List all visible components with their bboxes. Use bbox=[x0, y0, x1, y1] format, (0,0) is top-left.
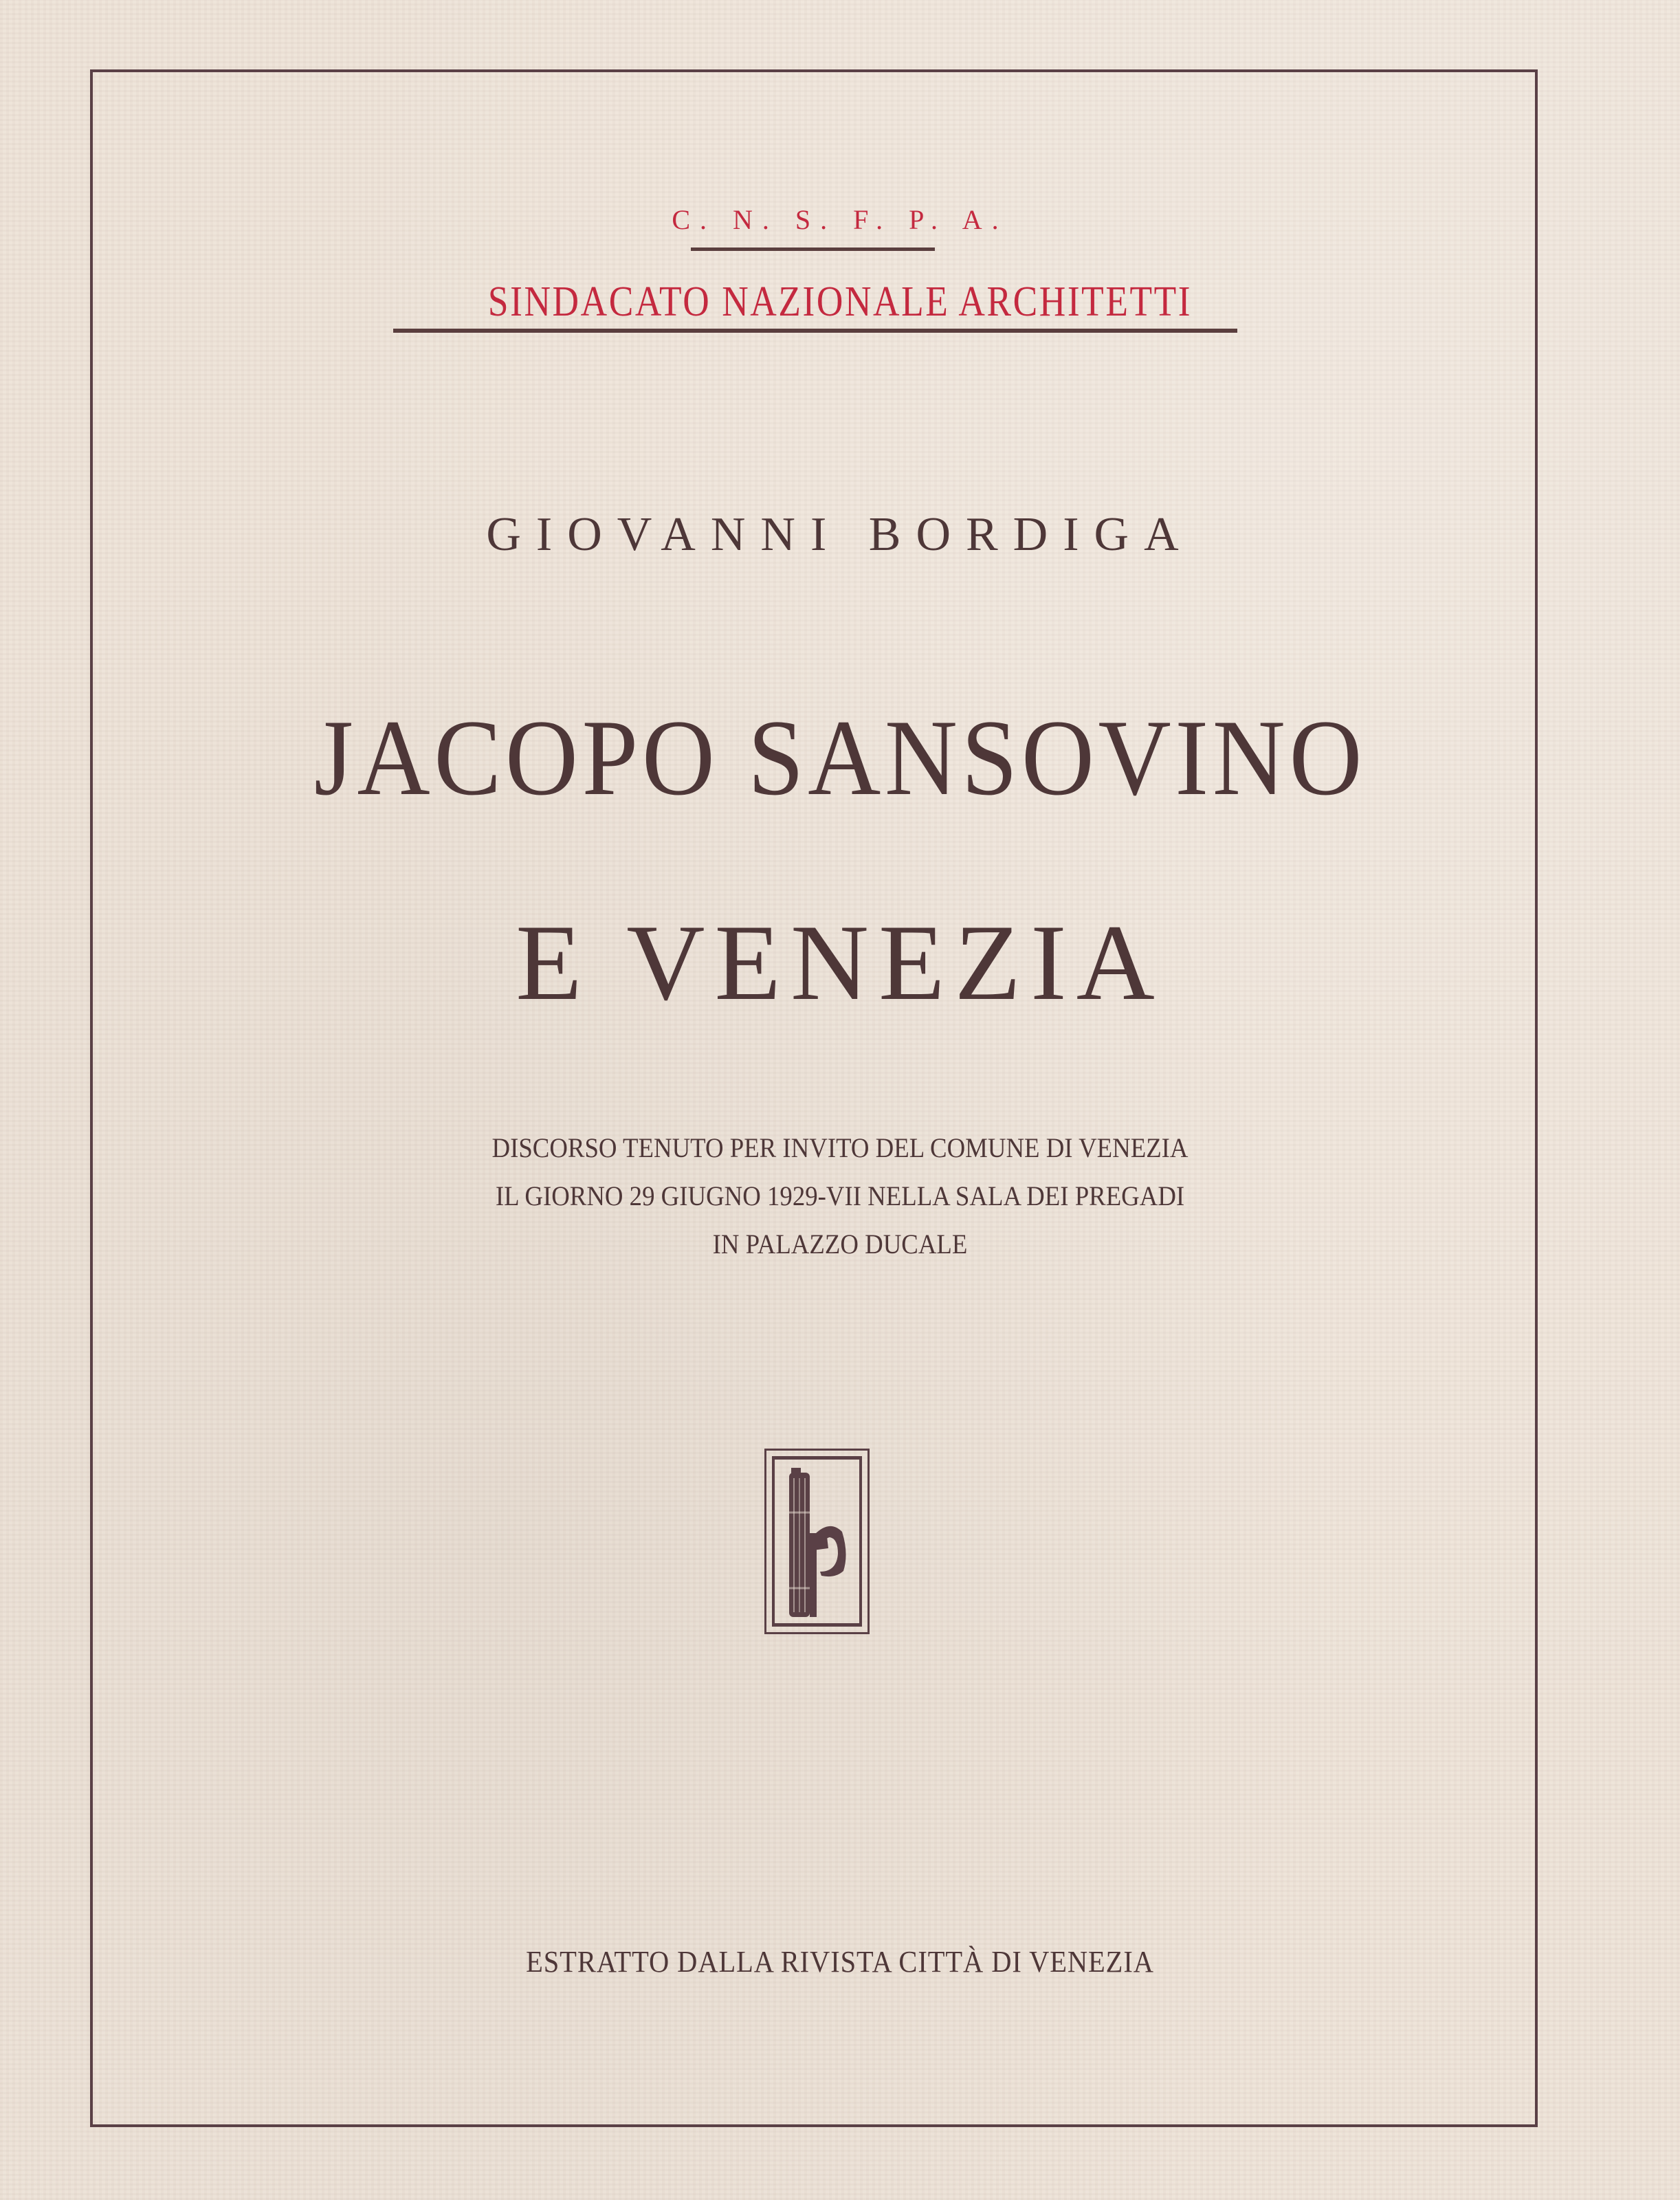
footer-source-note: ESTRATTO DALLA RIVISTA CITTÀ DI VENEZIA bbox=[526, 1945, 1154, 1979]
subtitle-line-2: IL GIORNO 29 GIUGNO 1929-VII NELLA SALA DEI PREGADI bbox=[495, 1180, 1185, 1211]
org-name-rule bbox=[393, 329, 1237, 333]
fasces-icon bbox=[766, 1451, 872, 1636]
org-abbreviation: C. N. S. F. P. A. bbox=[672, 204, 1008, 235]
subtitle-line-1: DISCORSO TENUTO PER INVITO DEL COMUNE DI VENEZIA bbox=[491, 1132, 1189, 1163]
page-border-frame bbox=[90, 69, 1538, 2127]
author-name: GIOVANNI BORDIGA bbox=[486, 508, 1194, 561]
fasces-emblem-icon bbox=[764, 1449, 870, 1634]
title-line-2: E VENEZIA bbox=[516, 903, 1164, 1023]
title-line-1: JACOPO SANSOVINO bbox=[313, 698, 1367, 818]
org-abbreviation-rule bbox=[691, 248, 935, 251]
org-name: SINDACATO NAZIONALE ARCHITETTI bbox=[487, 278, 1193, 325]
subtitle-line-3: IN PALAZZO DUCALE bbox=[712, 1229, 968, 1260]
